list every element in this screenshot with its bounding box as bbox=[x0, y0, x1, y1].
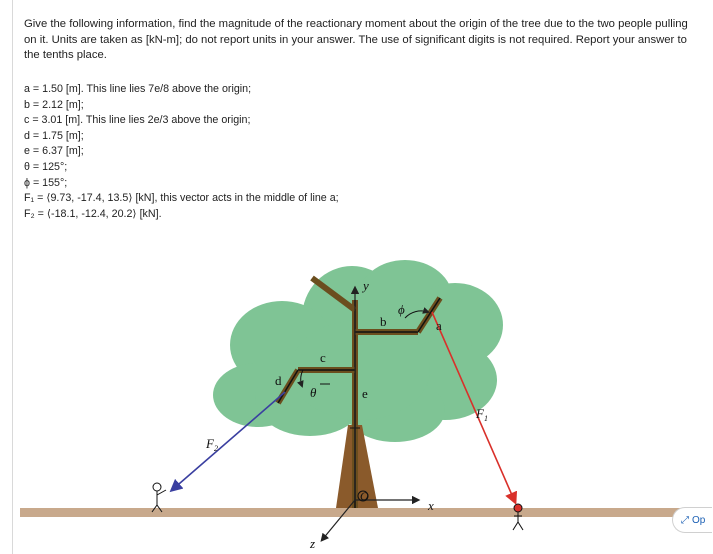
label-theta: θ bbox=[310, 385, 317, 400]
given-theta: θ = 125°; bbox=[24, 160, 68, 173]
given-c: c = 3.01 [m]. This line lies 2e/3 above the origin; bbox=[24, 114, 251, 127]
given-F2: F₂ = ⟨-18.1, -12.4, 20.2⟩ [kN]. bbox=[24, 207, 162, 220]
given-e: e = 6.37 [m]; bbox=[24, 145, 84, 158]
open-button-label: Op bbox=[692, 514, 706, 526]
given-phi: ϕ = 155°; bbox=[24, 176, 68, 189]
label-b: b bbox=[380, 314, 387, 329]
given-F1: F₁ = ⟨9.73, -17.4, 13.5⟩ [kN], this vector acts in the middle of line a; bbox=[24, 192, 339, 205]
label-F2: $F_2$ bbox=[206, 436, 218, 453]
z-axis-label: z bbox=[310, 536, 316, 551]
y-axis-label: y bbox=[363, 278, 369, 293]
label-F1: $F_1$ bbox=[476, 406, 488, 423]
x-axis-label: x bbox=[428, 498, 434, 513]
given-a: a = 1.50 [m]. This line lies 7e/8 above the origin; bbox=[24, 83, 252, 95]
label-e: e bbox=[362, 386, 368, 401]
open-button[interactable] bbox=[672, 507, 712, 533]
given-d: d = 1.75 [m]; bbox=[24, 129, 84, 142]
expand-icon: ⤢ bbox=[681, 514, 689, 526]
person-left-icon bbox=[152, 483, 166, 512]
question-text: Give the following information, find the magnitude of the reactionary moment about the origin of the tree due to the two people pulling on it. Units are taken as [kN-m]; do not report units in your answer. The use of significant digits is not required. Report your answer to the tenths place. bbox=[24, 18, 688, 61]
ground bbox=[20, 508, 680, 517]
label-a: a bbox=[436, 318, 442, 333]
label-d: d bbox=[275, 373, 282, 388]
label-c: c bbox=[320, 350, 326, 365]
label-phi: ϕ bbox=[398, 302, 405, 317]
origin-label: O bbox=[360, 489, 369, 503]
given-b: b = 2.12 [m]; bbox=[24, 98, 84, 111]
